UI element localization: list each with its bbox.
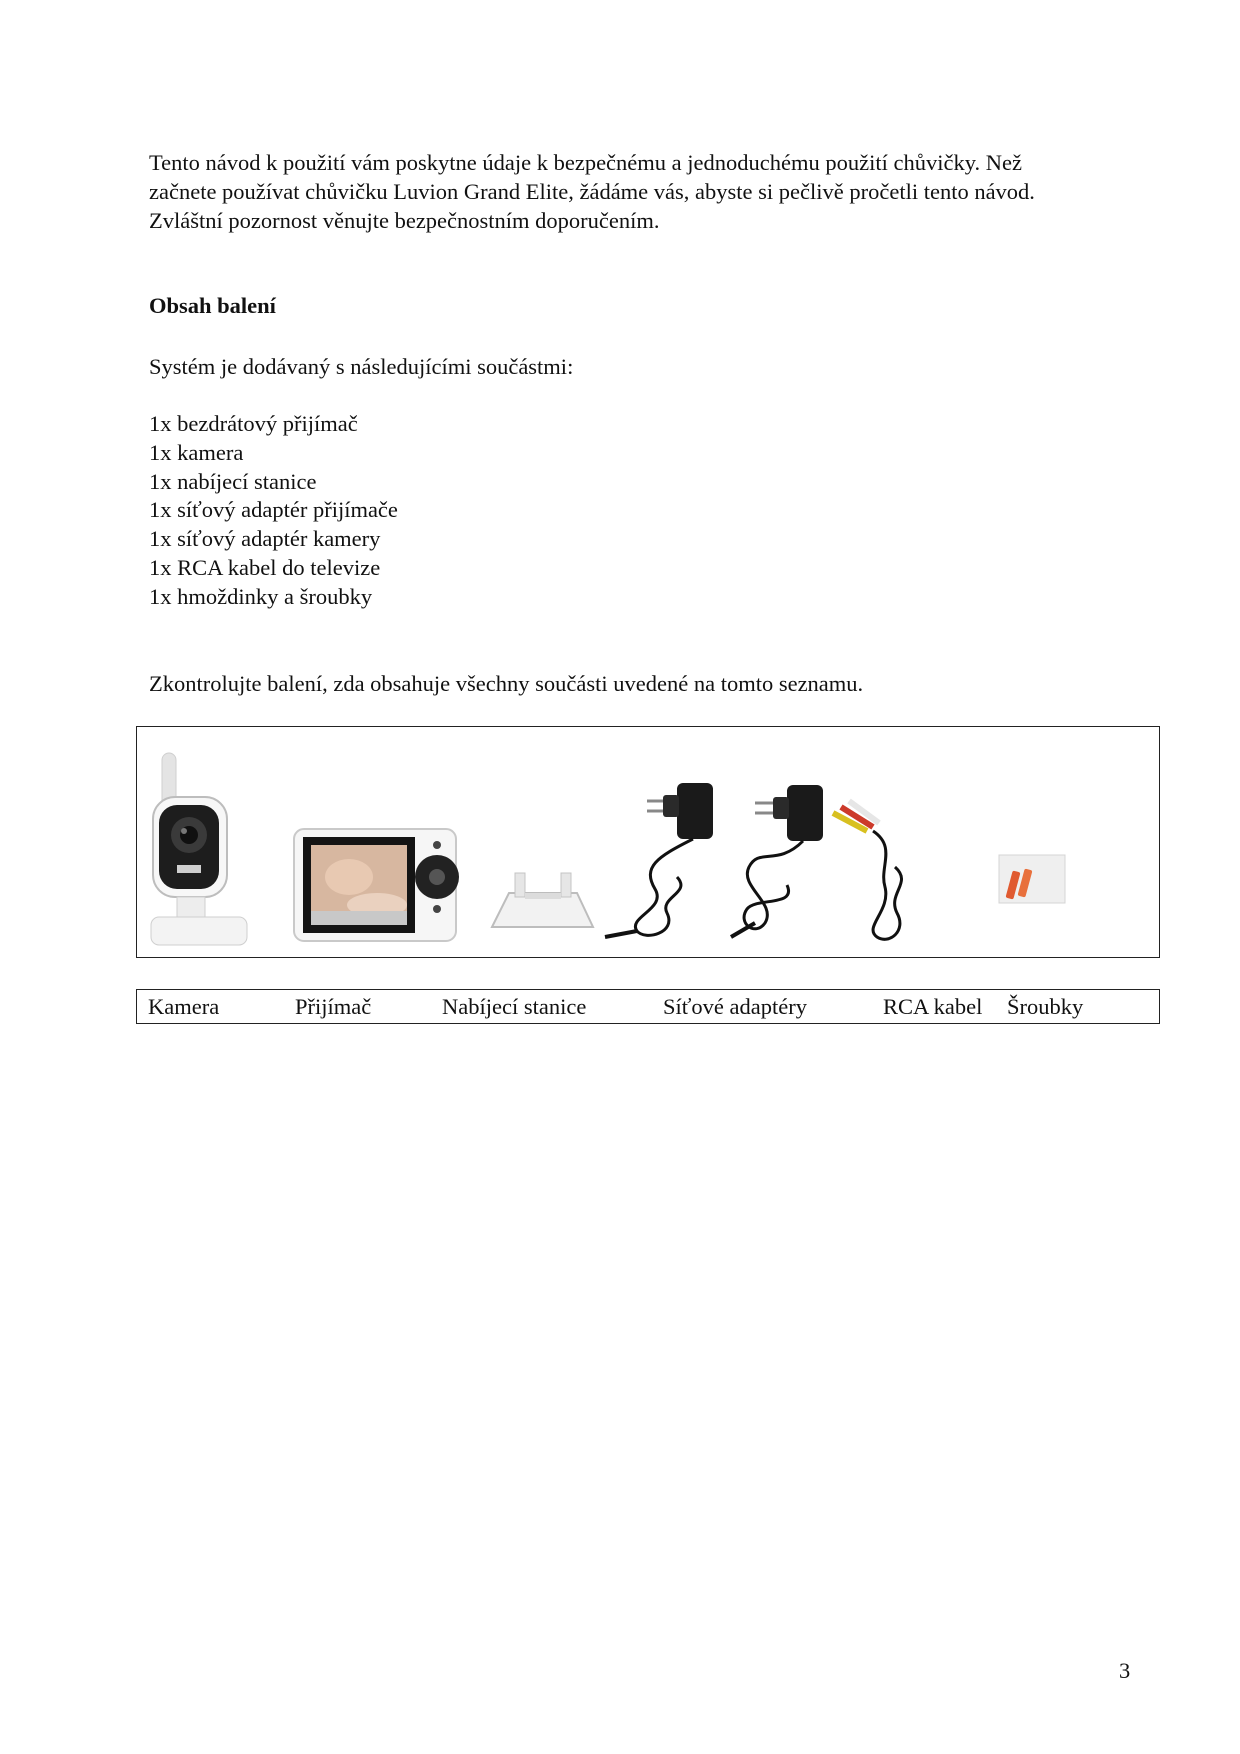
screws-bag-photo xyxy=(999,855,1065,903)
list-item: 1x síťový adaptér přijímače xyxy=(149,497,398,523)
product-label-receiver: Přijímač xyxy=(295,994,372,1019)
power-adapter-photo xyxy=(731,785,823,937)
product-photo-strip xyxy=(136,726,1160,958)
power-adapter-photo xyxy=(605,783,713,937)
list-item: 1x kamera xyxy=(149,439,244,465)
product-label-power-adapters: Síťové adaptéry xyxy=(663,994,807,1019)
intro-line-2: začnete používat chůvičku Luvion Grand Elite, žádáme vás, abyste si pečlivě pročetli tento návod. xyxy=(149,179,1035,204)
charging-station-photo xyxy=(492,873,593,927)
list-item: 1x bezdrátový přijímač xyxy=(149,411,358,436)
product-label-charging-station: Nabíjecí stanice xyxy=(442,994,587,1019)
section-lead: Systém je dodávaný s následujícími součástmi: xyxy=(149,354,574,379)
rca-cable-photo xyxy=(833,801,902,939)
intro-paragraph xyxy=(149,148,1035,235)
intro-line-1: Tento návod k použití vám poskytne údaje k bezpečnému a jednoduchému použití chůvičky. Než xyxy=(149,150,1022,175)
list-item: 1x RCA kabel do televize xyxy=(149,554,381,580)
camera-photo xyxy=(151,753,247,945)
product-label-screws: Šroubky xyxy=(1007,994,1084,1019)
list-item: 1x nabíjecí stanice xyxy=(149,468,317,494)
list-item: 1x hmoždinky a šroubky xyxy=(149,583,373,609)
product-label-camera: Kamera xyxy=(148,994,220,1019)
contents-list xyxy=(149,410,398,612)
product-label-rca-cable: RCA kabel xyxy=(883,994,983,1019)
product-photos xyxy=(137,727,1160,958)
list-item: 1x síťový adaptér kamery xyxy=(149,526,381,552)
receiver-photo xyxy=(294,829,459,941)
page-number: 3 xyxy=(1119,1658,1131,1683)
section-heading: Obsah balení xyxy=(149,293,276,318)
check-instruction: Zkontrolujte balení, zda obsahuje všechny součásti uvedené na tomto seznamu. xyxy=(149,671,864,696)
intro-line-3: Zvláštní pozornost věnujte bezpečnostním doporučením. xyxy=(149,208,660,233)
product-labels-row xyxy=(136,989,1160,1024)
